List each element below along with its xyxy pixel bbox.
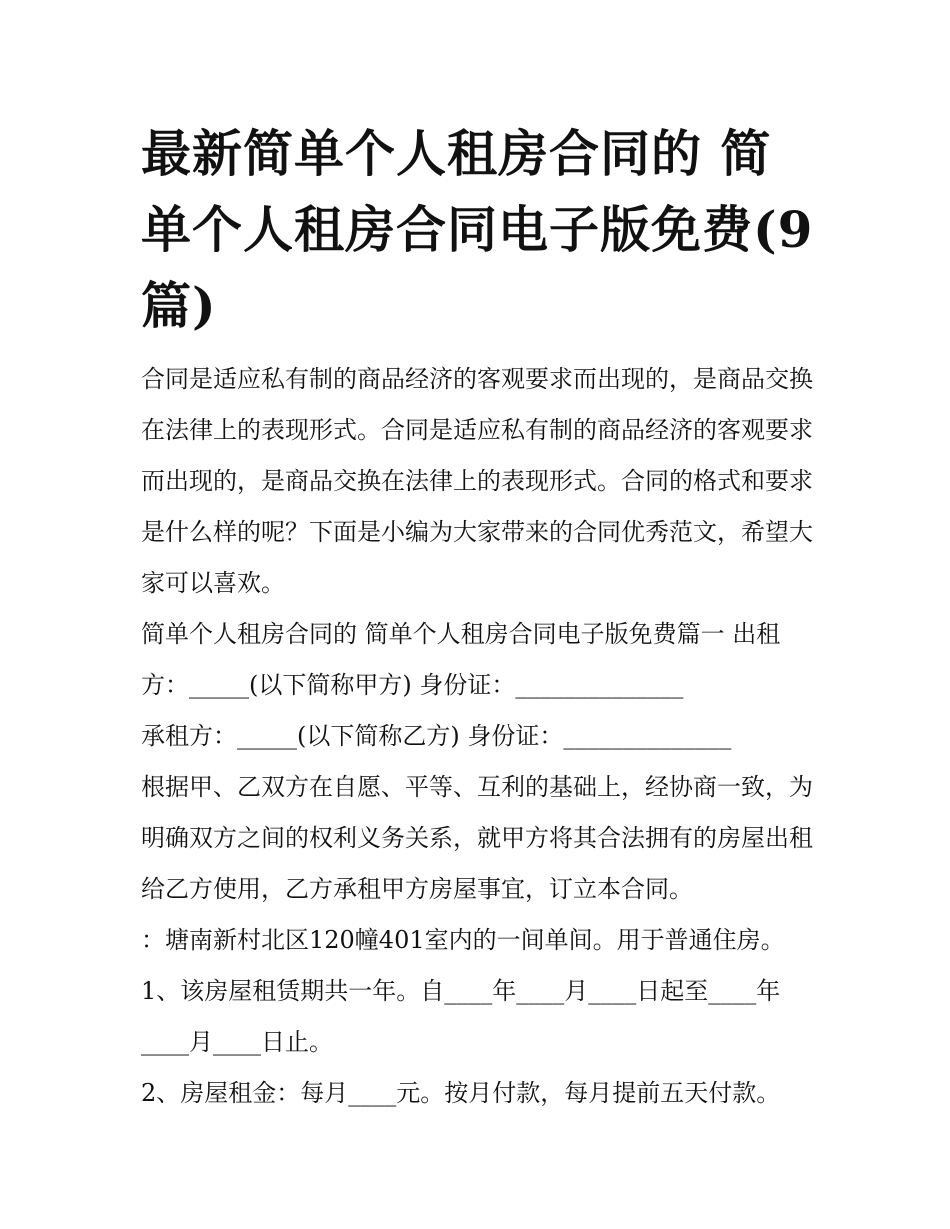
lessor-line: 简单个人租房合同的 简单个人租房合同电子版免费篇一 出租方：_____(以下简称甲方) 身份证：______________ [141,620,781,699]
property-location-paragraph: ：塘南新村北区120幢401室内的一间单间。用于普通住房。 [141,926,785,954]
agreement-basis-paragraph: 根据甲、乙双方在自愿、平等、互利的基础上，经协商一致，为明确双方之间的权利义务关系，就甲方将其合法拥有的房屋出租给乙方使用，乙方承租甲方房屋事宜，订立本合同。 [141,773,813,903]
lessee-line: 承租方：_____(以下简称乙方) 身份证：______________ [141,722,732,750]
rent-clause: 2、房屋租金：每月____元。按月付款，每月提前五天付款。 [141,1079,781,1107]
intro-paragraph: 合同是适应私有制的商品经济的客观要求而出现的，是商品交换在法律上的表现形式。合同是适应私有制的商品经济的客观要求而出现的，是商品交换在法律上的表现形式。合同的格式和要求是什么样的呢？下面是小编为大家带来的合同优秀范文，希望大家可以喜欢。 [141,365,813,597]
document-body [141,354,816,1119]
lease-term-clause: 1、该房屋租赁期共一年。自____年____月____日起至____年____月____日止。 [141,977,781,1056]
document-title: 最新简单个人租房合同的 简单个人租房合同电子版免费(9篇) [141,124,814,335]
